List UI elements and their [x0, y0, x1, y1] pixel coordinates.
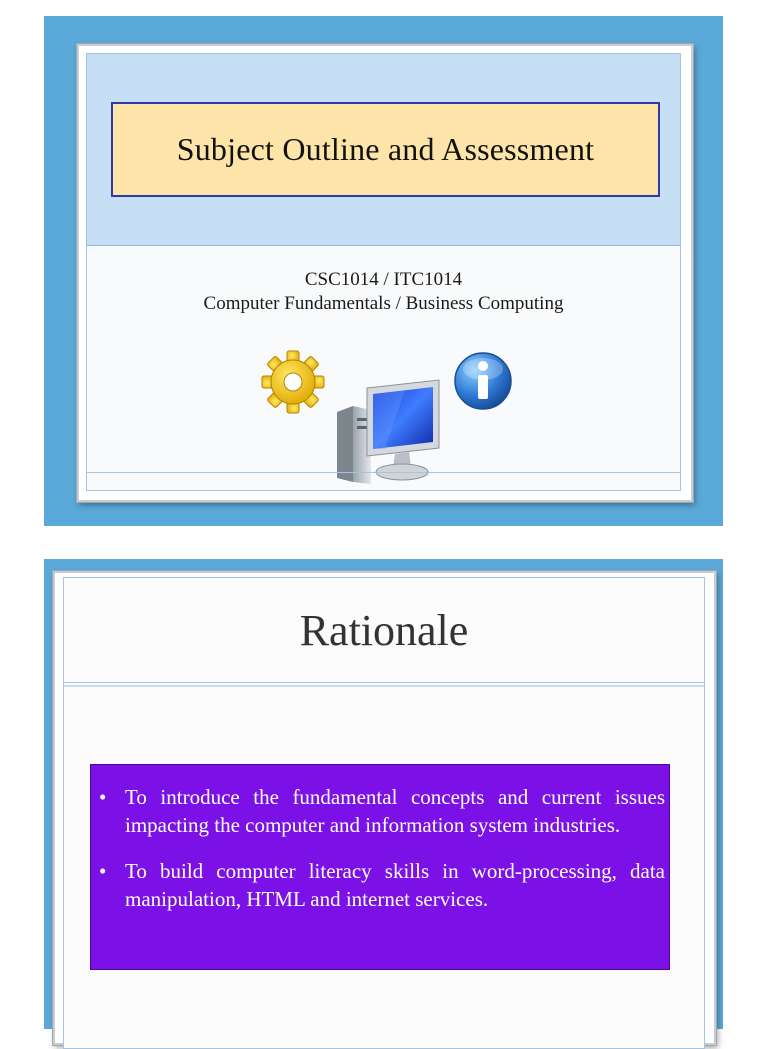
course-names: Computer Fundamentals / Business Computing	[203, 293, 564, 314]
bullet-text: To build computer literacy skills in word-processing, data manipulation, HTML and internet services.	[125, 859, 665, 911]
info-icon	[453, 351, 513, 411]
slide-1-content	[86, 53, 681, 491]
slide-2-content	[63, 577, 705, 1049]
slide-1-card	[77, 44, 693, 502]
list-item	[99, 783, 665, 839]
list-item	[99, 857, 665, 913]
rationale-box	[90, 764, 670, 970]
bullet-text: To introduce the fundamental concepts and current issues impacting the computer and information system industries.	[125, 785, 665, 837]
gear-icon	[261, 350, 325, 414]
course-codes: CSC1014 / ITC1014	[304, 269, 463, 290]
slide-2-title-rule-shadow	[64, 685, 704, 687]
slide-1	[44, 16, 723, 526]
computer-icon	[333, 374, 445, 486]
bullet-marker: •	[99, 859, 107, 883]
slide-1-subtitle	[87, 268, 680, 316]
bullet-marker: •	[99, 785, 107, 809]
slide-2-title: Rationale	[299, 605, 469, 655]
slide-1-footer-rule	[87, 472, 680, 473]
slide-2-card	[53, 571, 716, 1045]
slide-1-title-box	[111, 102, 660, 197]
slide-1-title-area	[87, 54, 680, 246]
slide-2-title-rule	[64, 682, 704, 683]
slide-2	[44, 559, 723, 1029]
slide-1-title: Subject Outline and Assessment	[176, 131, 595, 167]
